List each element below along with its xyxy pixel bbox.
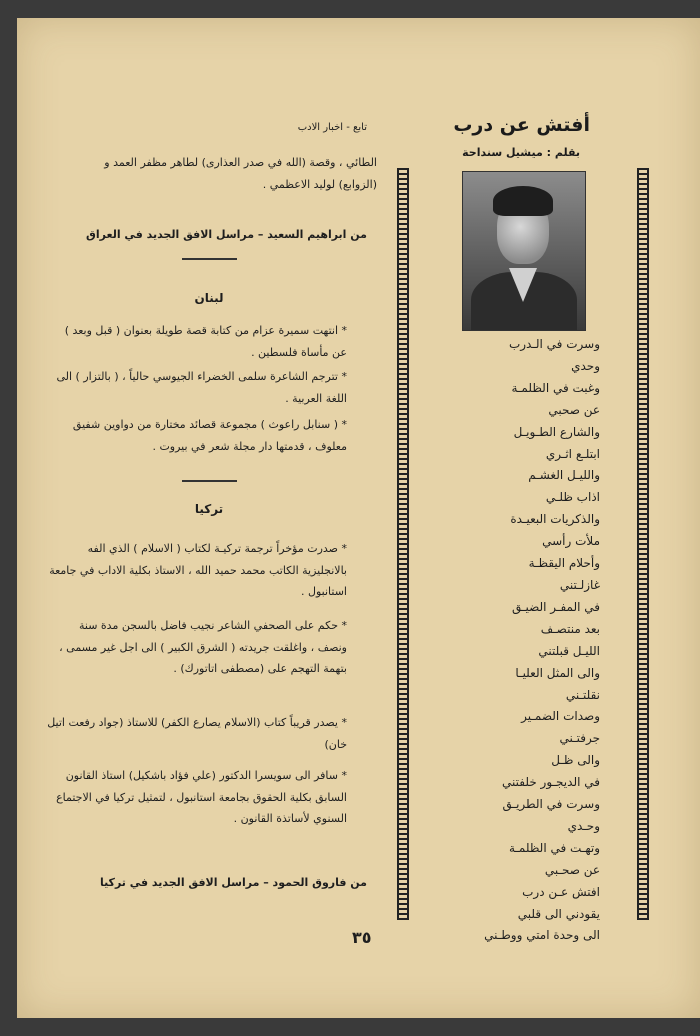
poem-line: اذاب ظلـي	[545, 490, 600, 505]
poem-line: والشارع الطـويـل	[513, 424, 600, 439]
poem-line: يقودني الى قلبي	[517, 906, 600, 921]
news-item: * تترجم الشاعرة سلمى الخضراء الجيوسي حالياً ، ( بالتزار ) الى اللغة العربية .	[56, 370, 347, 405]
poem-line: عن صحبي	[548, 402, 600, 417]
continued-header: تابع - اخبار الادب	[297, 122, 367, 133]
credit-turkey: من فاروق الحمود – مراسل الافق الجديد في تركيا	[99, 876, 367, 889]
poem-line: وحدي	[571, 358, 600, 373]
poem-line: غازلـتني	[559, 577, 600, 592]
heading-turkey: تركيا	[194, 502, 224, 516]
poem-line: وغبت في الظلمـة	[511, 380, 600, 395]
news-item: * سافر الى سويسرا الدكتور (علي فؤاد باشكيل) استاذ القانون السابق بكلية الحقوق بجامعة استانبول ، لتمثيل تركيا في الاجتماع السنوي لأساتذة القانون .	[56, 769, 347, 825]
author-photo	[462, 171, 586, 331]
poem-line: وصدات الضمـير	[521, 709, 600, 724]
poem-line: افتش عـن درب	[522, 884, 600, 899]
poem-byline: بقلم : ميشيل سنداحة	[462, 146, 580, 159]
news-item: * انتهت سميرة عزام من كتابة قصة طويلة بعنوان ( قبل وبعد ) عن مأساة فلسطين .	[64, 324, 347, 359]
news-item: * ( سنابل راعوث ) مجموعة قصائد مختارة من دواوين شفيق معلوف ، قدمتها دار مجلة شعر في بيروت .	[72, 418, 347, 453]
news-item: * صدرت مؤخراً ترجمة تركيـة لكتاب ( الاسلام ) الذي الفه بالانجليزية الكاتب محمد حميد الله ، الاستاذ بكلية الاداب في جامعة استانبول .	[49, 542, 347, 598]
magazine-page	[17, 18, 700, 1018]
news-item: * حكم على الصحفي الشاعر نجيب فاضل بالسجن مدة سنة ونصف ، واغلقت جريدته ( الشرق الكبير ) الى اجل غير مسمى ، بتهمة التهجم على (مصطفى اتاتورك) .	[59, 619, 347, 675]
poem-line: عن صحـبي	[544, 862, 600, 877]
poem-line: جرفتـني	[559, 731, 600, 746]
poem-line: والذكريات البعيـدة	[510, 512, 600, 527]
poem-line: نقلتـني	[565, 687, 600, 702]
poem-line: في المفـر الضيـق	[511, 599, 600, 614]
page-number: ٣٥	[352, 928, 372, 947]
poem-line: وسرت في الـدرب	[508, 337, 600, 351]
section-divider	[182, 258, 237, 260]
poem-line: في الديجـور خلفتني	[502, 775, 600, 790]
poem-line: الى وحدة امتي ووطـني	[484, 928, 600, 943]
poem-line: والى ظـل	[551, 753, 600, 768]
heading-lebanon: لبنان	[194, 291, 224, 305]
poem-line: وتهـت في الظلمـة	[508, 840, 600, 855]
poem-line: ملأت رأسي	[542, 534, 600, 549]
news-paragraph: الطائي ، وقصة (الله في صدر العذارى) لطاهر مظفر العمد و (الزوابع) لوليد الاعظمي .	[104, 156, 377, 191]
poem-line: وحـدي	[567, 818, 600, 833]
poem-line: الليـل قبلتني	[538, 643, 600, 658]
poem-text	[400, 334, 600, 947]
credit-iraq: من ابراهيم السعيد – مراسل الافق الجديد في العراق	[86, 228, 367, 241]
poem-line: والى المثل العليـا	[515, 665, 600, 680]
poem-line: وسرت في الطريـق	[502, 797, 600, 812]
column-rule-right	[637, 168, 649, 920]
poem-line: بعد منتصـف	[540, 621, 600, 636]
poem-line: والليـل الغشـم	[528, 468, 600, 483]
news-item: * يصدر قريباً كتاب (الاسلام يصارع الكفر) للاستاذ (جواد رفعت اتيل خان)	[47, 716, 347, 751]
poem-line: وأحلام اليقظـة	[528, 556, 600, 571]
photo-hair	[493, 186, 553, 216]
poem-line: ابتلـع اثـري	[545, 446, 600, 461]
section-divider	[182, 480, 237, 482]
poem-title: أفتش عن درب	[453, 114, 590, 136]
